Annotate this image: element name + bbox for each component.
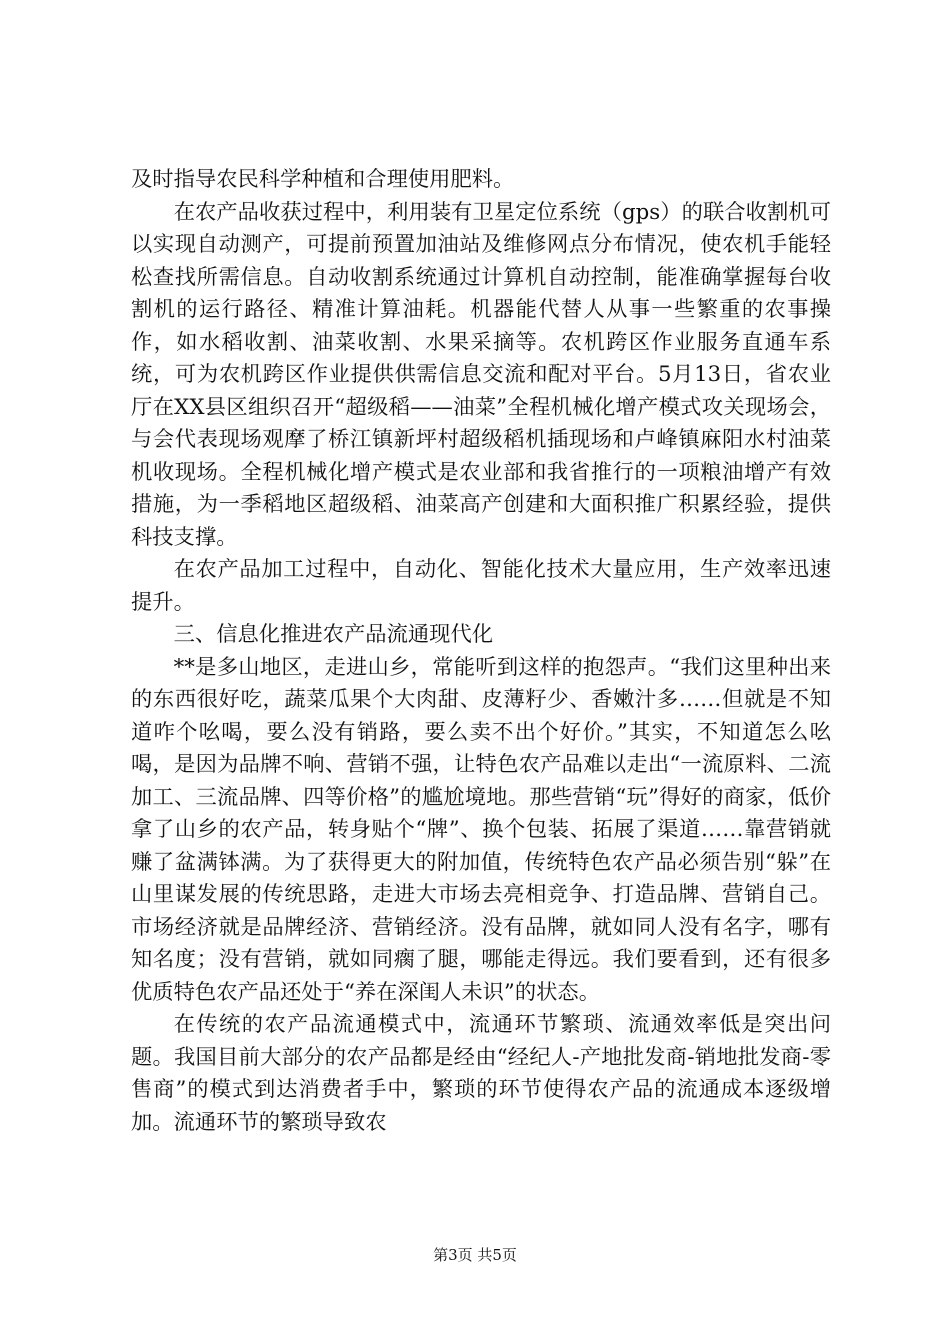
paragraph: 及时指导农民科学种植和合理使用肥料。 — [131, 167, 515, 192]
paragraph: **是多山地区，走进山乡，常能听到这样的抱怨声。“我们这里种出来的东西很好吃，蔬菜瓜果个大肉甜、皮薄籽少、香嫩汁多……但就是不知道咋个吆喝，要么没有销路，要么卖不出个好价。”其实，不知道怎么吆喝，是因为品牌不响、营销不强，让特色农产品难以走出“一流原料、二流加工、三流品牌、四等价格”的尴尬境地。那些营销“玩”得好的商家，低价拿了山乡的农产品，转身贴个“牌”、换个包装、拓展了渠道……靠营销就赚了盆满钵满。为了获得更大的附加值，传统特色农产品必须告别“躲”在山里谋发展的传统思路，走进大市场去亮相竞争、打造品牌、营销自己。市场经济就是品牌经济、营销经济。没有品牌，就如同人没有名字，哪有知名度；没有营销，就如同瘸了腿，哪能走得远。我们要看到，还有很多优质特色农产品还处于“养在深闺人未识”的状态。 — [131, 654, 831, 1005]
paragraph: 在传统的农产品流通模式中，流通环节繁琐、流通效率低是突出问题。我国目前大部分的农产品都是经由“经纪人-产地批发商-销地批发商-零售商”的模式到达消费者手中，繁琐的环节使得农产品的流通成本逐级增加。流通环节的繁琐导致农 — [131, 1012, 831, 1135]
section-heading: 三、信息化推进农产品流通现代化 — [173, 622, 494, 647]
page-number-footer: 第3页 共5页 — [433, 1246, 517, 1264]
paragraph: 在农产品加工过程中，自动化、智能化技术大量应用，生产效率迅速提升。 — [131, 557, 831, 615]
paragraph: 在农产品收获过程中，利用装有卫星定位系统（gps）的联合收割机可以实现自动测产，可提前预置加油站及维修网点分布情况，使农机手能轻松查找所需信息。自动收割系统通过计算机自动控制，能准确掌握每台收割机的运行路径、精准计算油耗。机器能代替人从事一些繁重的农事操作，如水稻收割、油菜收割、水果采摘等。农机跨区作业服务直通车系统，可为农机跨区作业提供供需信息交流和配对平台。5月13日，省农业厅在XX县区组织召开“超级稻——油菜”全程机械化增产模式攻关现场会，与会代表现场观摩了桥江镇新坪村超级稻机插现场和卢峰镇麻阳水村油菜机收现场。全程机械化增产模式是农业部和我省推行的一项粮油增产有效措施，为一季稻地区超级稻、油菜高产创建和大面积推广积累经验，提供科技支撑。 — [131, 199, 831, 550]
document-body — [131, 164, 831, 1139]
